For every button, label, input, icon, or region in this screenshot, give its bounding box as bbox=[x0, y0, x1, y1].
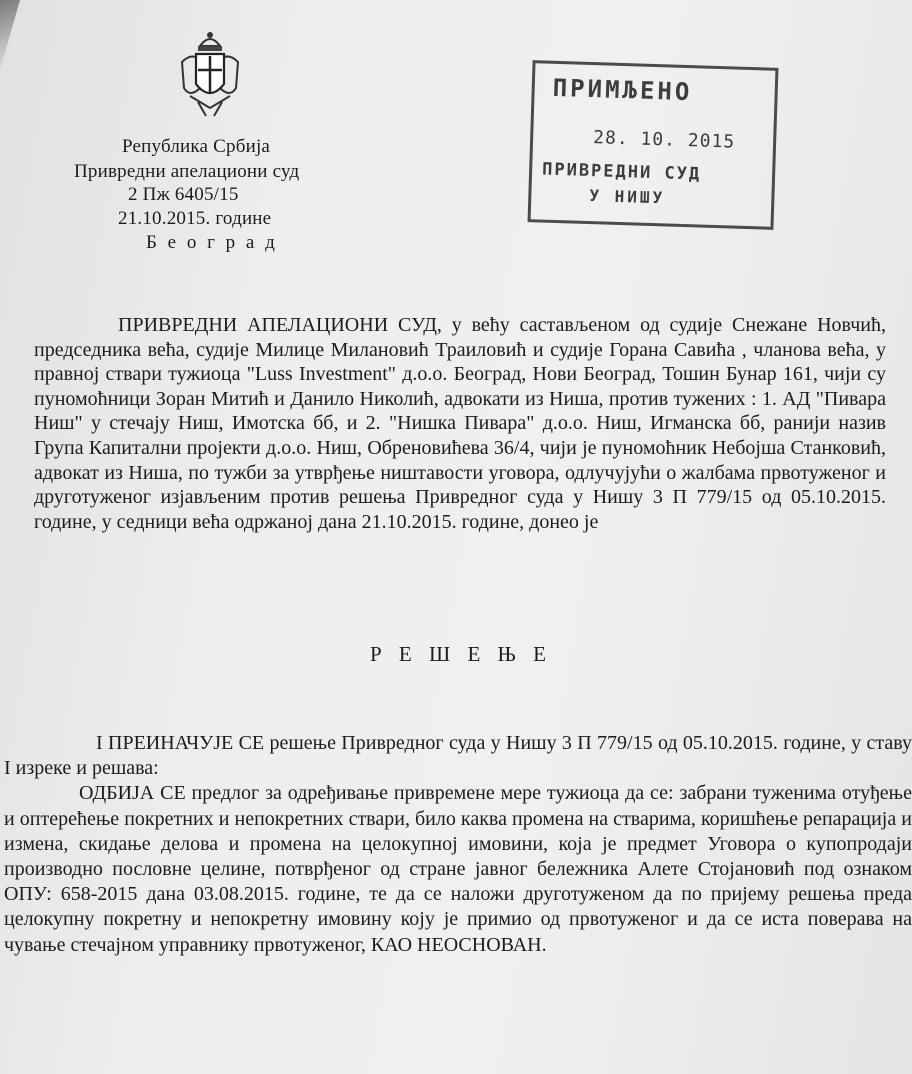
received-stamp bbox=[528, 60, 779, 230]
ruling-section bbox=[0, 731, 912, 958]
header-city: Б е о г р а д bbox=[146, 232, 278, 253]
ruling-paragraph-i: I ПРЕИНАЧУЈЕ СЕ решење Привредног суда у Нишу 3 П 779/15 од 05.10.2015. године, у ставу I изреке и решава: bbox=[4, 732, 912, 780]
intro-paragraph: ПРИВРЕДНИ АПЕЛАЦИОНИ СУД, у већу састављеном од судије Снежане Новчић, председника већа, судије Милице Милановић Траиловић и судије Горана Савића , чланова већа, у правној ствари тужиоца "Luss Investment" д.о.о. Београд, Нови Београд, Тошин Бунар 161, чији су пуномоћници Зоран Митић и Данило Николић, адвокати из Ниша, против тужених : 1. АД "Пивара Ниш" у стечају Ниш, Имотска бб, и 2. "Нишка Пивара" д.о.о. Ниш, Игманска бб, ранији назив Група Капитални пројекти д.о.о. Ниш, Обреновићева 36/4, чији је пуномоћник Небојша Станковић, адвокат из Ниша, по тужби за утврђење ништавости уговора, одлучујући о жалбама првотуженог и друготуженог изјављеним против решења Привредног суда у Нишу 3 П 779/15 од 05.10.2015. године, у седници већа одржаној дана 21.10.2015. године, донео је bbox=[34, 314, 886, 533]
ruling-paragraph-rejects: ОДБИЈА СЕ предлог за одређивање привремене мере тужиоца да се: забрани туженима отуђење и оптерећење покретних и непокретних ствари, било каква промена на стварима, коришћење репарација и измена, скидање делова и промена на целокупној имовини, која је предмет Уговора о купопродаји производно пословне целине, потврђеног од стране јавног бележника Алете Стојановић под ознаком ОПУ: 658-2015 дана 03.08.2015. године, те да се наложи друготуженом да по пријему решења преда целокупну покретну и непокретну имовину коју је примио од првотуженог и да се иста поверава на чување стечајном управнику првотуженог, КАО НЕОСНОВАН. bbox=[4, 782, 912, 956]
decision-title: Р Е Ш Е Њ Е bbox=[370, 642, 552, 666]
stamp-city-label: У НИШУ bbox=[589, 186, 666, 208]
page-fold-shadow bbox=[0, 0, 20, 70]
intro-section bbox=[34, 313, 886, 534]
serbian-coat-of-arms-icon bbox=[178, 28, 242, 120]
header-republic: Република Србија bbox=[122, 136, 271, 157]
stamp-court-label: ПРИВРЕДНИ СУД bbox=[541, 159, 702, 185]
header-court-name: Привредни апелациони суд bbox=[74, 161, 300, 182]
header-case-number: 2 Пж 6405/15 bbox=[128, 184, 239, 205]
header-date: 21.10.2015. године bbox=[118, 208, 272, 229]
stamp-date: 28. 10. 2015 bbox=[592, 127, 736, 153]
stamp-received-label: ПРИМЉЕНО bbox=[552, 73, 693, 107]
